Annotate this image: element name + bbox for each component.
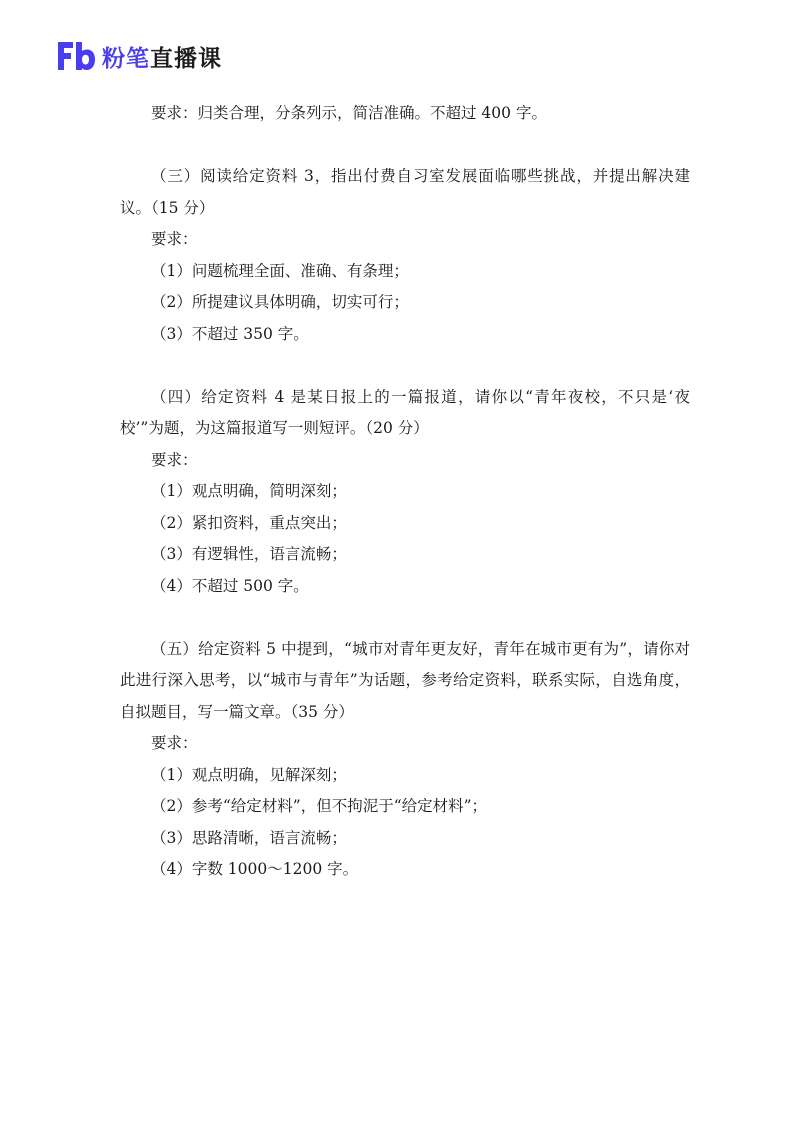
brand-name-accent: 粉笔 — [102, 45, 150, 72]
brand-name-rest: 直播课 — [150, 45, 222, 72]
q4-requirement-item: （3）有逻辑性，语言流畅； — [151, 545, 347, 563]
q3-requirement-item: （1）问题梳理全面、准确、有条理； — [151, 261, 409, 280]
q5-prompt: （五）给定资料 5 中提到，“城市对青年更友好，青年在城市更有为”，请你对此进行深入思考，以“城市与青年”为话题，参考给定资料，联系实际，自选角度，自拟题目，写一篇文章。（35 分） — [120, 639, 690, 721]
q5-requirement-item: （4）字数 1000～1200 字。 — [151, 860, 359, 878]
fb-logo-icon — [56, 38, 96, 74]
q4-requirement-item: （2）紧扣资料，重点突出； — [151, 513, 347, 532]
q5-requirement-label: 要求： — [151, 734, 198, 752]
q4-requirement-item: （1）观点明确，简明深刻； — [151, 482, 347, 500]
q5-requirement-item: （3）思路清晰，语言流畅； — [151, 828, 347, 847]
question-4 — [120, 382, 690, 603]
q3-requirement-label: 要求： — [151, 230, 198, 248]
q5-requirement-item: （1）观点明确，见解深刻； — [151, 765, 347, 784]
brand-name — [102, 40, 222, 73]
question-3 — [120, 161, 690, 350]
document-body — [120, 98, 690, 886]
brand-header — [56, 38, 222, 74]
q5-requirement-item: （2）参考“给定材料”，但不拘泥于“给定材料”； — [151, 797, 488, 815]
q4-requirement-item: （4）不超过 500 字。 — [151, 576, 309, 595]
q4-requirement-label: 要求： — [151, 450, 198, 469]
q2-requirement: 要求：归类合理，分条列示，简洁准确。不超过 400 字。 — [151, 104, 547, 122]
q3-prompt: （三）阅读给定资料 3，指出付费自习室发展面临哪些挑战，并提出解决建议。（15 分） — [120, 167, 690, 217]
q3-requirement-item: （3）不超过 350 字。 — [151, 324, 309, 343]
q4-prompt: （四）给定资料 4 是某日报上的一篇报道，请你以“青年夜校，不只是‘夜校’”为题，为这篇报道写一则短评。（20 分） — [120, 387, 690, 437]
q3-requirement-item: （2）所提建议具体明确，切实可行； — [151, 293, 409, 311]
question-5 — [120, 634, 690, 886]
